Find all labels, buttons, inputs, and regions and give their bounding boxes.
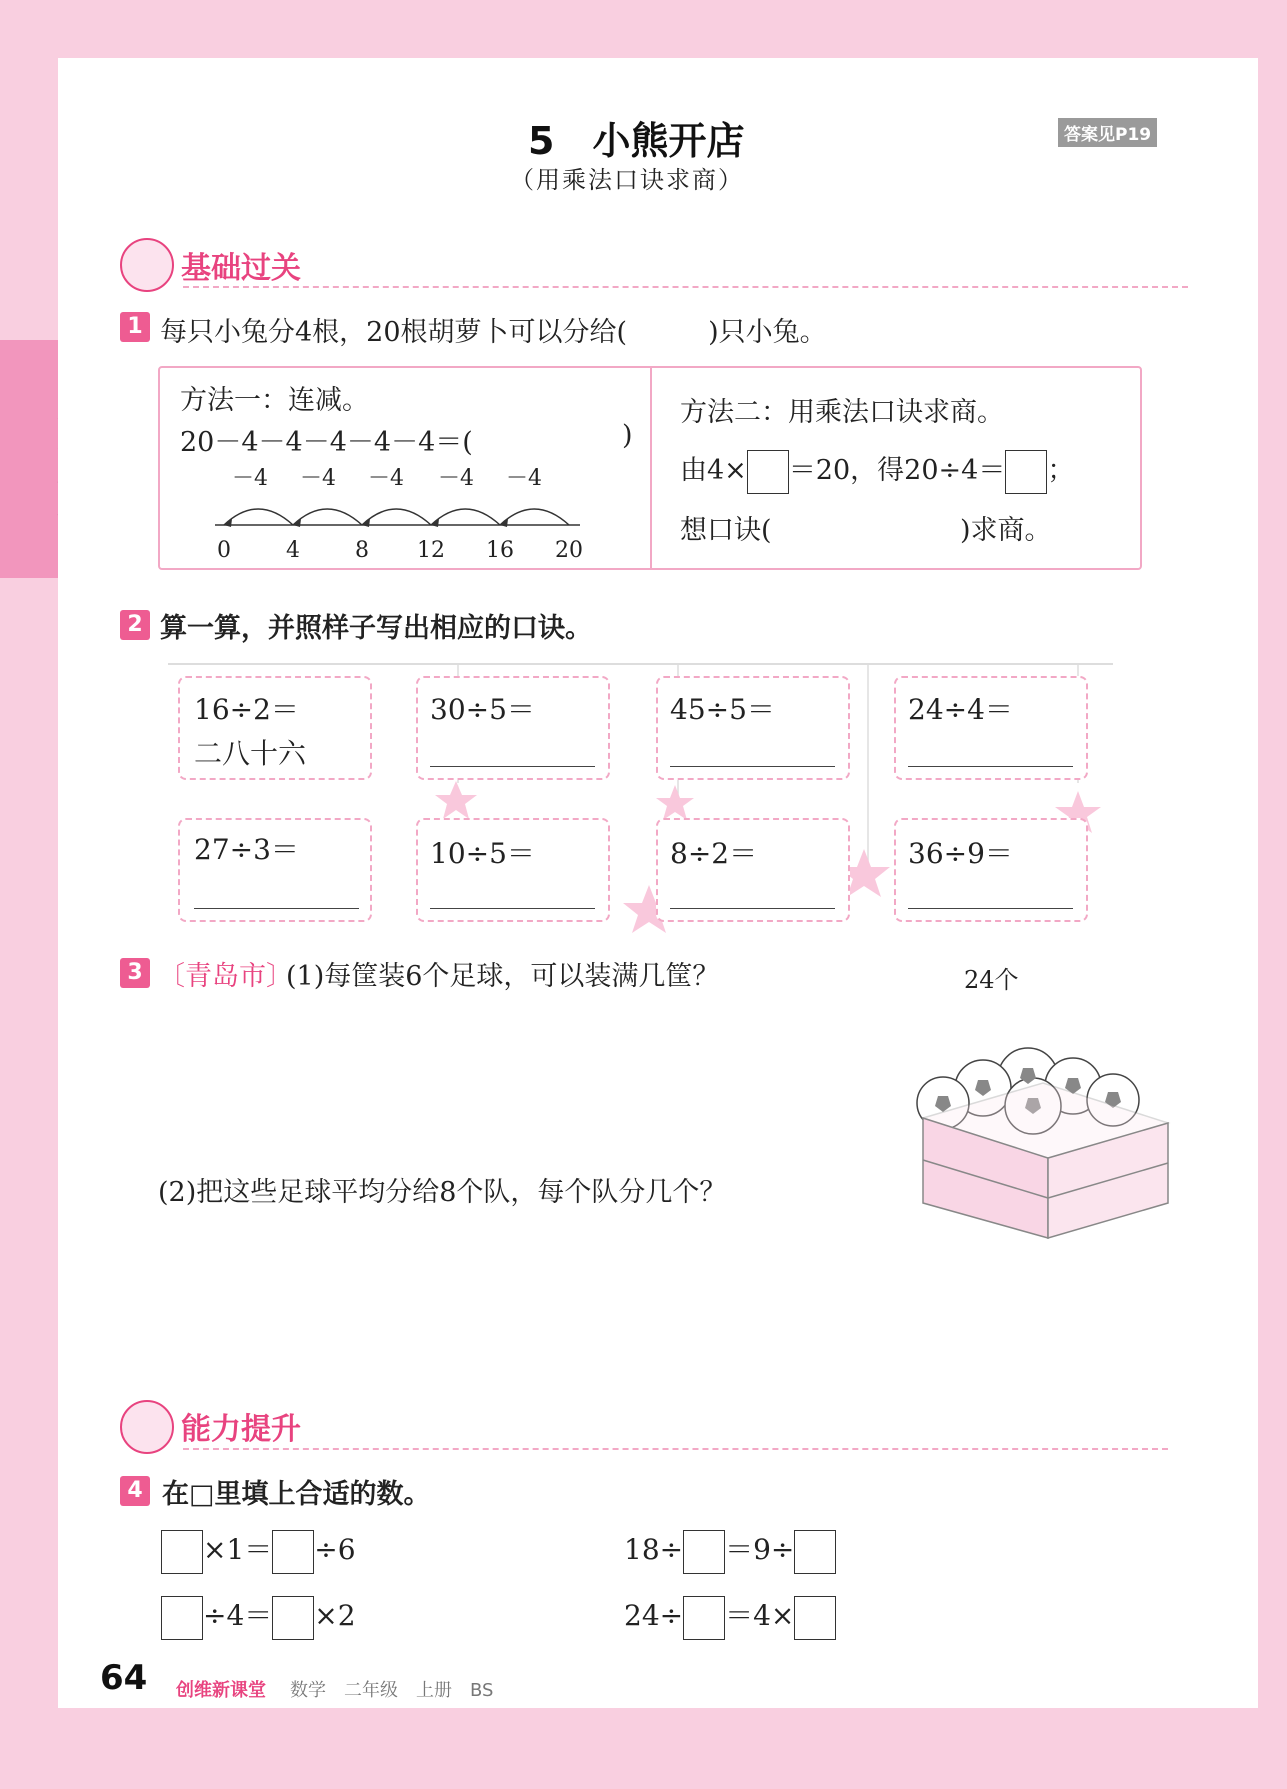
- crate-of-soccer-balls-illustration: [873, 988, 1173, 1248]
- card-expression: 30÷5＝: [430, 693, 535, 726]
- footer-brand: 创维新课堂: [176, 1680, 266, 1701]
- axis-tick-label: 16: [486, 538, 514, 563]
- answer-reference-badge: 答案见P19: [1058, 118, 1157, 147]
- division-card: [178, 818, 372, 922]
- answer-line[interactable]: [430, 766, 595, 767]
- section-divider: [183, 1448, 1168, 1450]
- method2-rhyme-open: 想口诀(: [680, 515, 772, 546]
- question-3-part1: (1)每筐装6个足球，可以装满几筐？: [286, 961, 720, 992]
- bear-mascot-icon: [120, 238, 174, 292]
- question-4-text: 在□里填上合适的数。: [162, 1479, 431, 1510]
- jump-label: －4: [232, 466, 268, 491]
- number-line-jumps: [160, 463, 650, 568]
- q1-methods-box: [158, 366, 1142, 570]
- jump-arc: [293, 509, 362, 525]
- footer-book-info: 数学 二年级 上册 BS: [290, 1680, 494, 1701]
- answer-box[interactable]: [683, 1596, 725, 1640]
- method1-title: 方法一：连减。: [180, 385, 369, 416]
- jump-arc: [431, 509, 500, 525]
- division-card: [416, 676, 610, 780]
- question-number-3: 3: [120, 958, 150, 988]
- bear-mascot-icon: [120, 1400, 174, 1454]
- axis-tick-label: 0: [217, 538, 231, 563]
- answer-box[interactable]: [272, 1596, 314, 1640]
- card-expression: 8÷2＝: [670, 837, 758, 870]
- answer-box[interactable]: [272, 1530, 314, 1574]
- question-number-4: 4: [120, 1476, 150, 1506]
- division-card: [894, 676, 1088, 780]
- axis-tick-label: 8: [355, 538, 369, 563]
- question-2-text: 算一算，并照样子写出相应的口诀。: [160, 613, 592, 644]
- page-title: 5 小熊开店: [528, 119, 745, 163]
- card-expression: 24÷4＝: [908, 693, 1013, 726]
- division-card: [178, 676, 372, 780]
- answer-line[interactable]: [430, 908, 595, 909]
- question-3-part2: (2)把这些足球平均分给8个队，每个队分几个？: [158, 1177, 727, 1208]
- card-expression: 45÷5＝: [670, 693, 775, 726]
- answer-box[interactable]: [161, 1530, 203, 1574]
- card-expression: 10÷5＝: [430, 837, 535, 870]
- answer-line[interactable]: [194, 908, 359, 909]
- axis-tick-label: 12: [417, 538, 445, 563]
- card-expression: 27÷3＝: [194, 833, 299, 866]
- method2-title: 方法二：用乘法口诀求商。: [680, 397, 1004, 428]
- method1-expression: 20－4－4－4－4－4＝(: [180, 427, 473, 458]
- jump-label: －4: [506, 466, 542, 491]
- method2-equation-row: [680, 448, 1074, 494]
- worksheet-page: [58, 58, 1258, 1708]
- answer-line[interactable]: [670, 908, 835, 909]
- answer-box[interactable]: [161, 1596, 203, 1640]
- question-number-1: 1: [120, 312, 150, 342]
- division-card: [656, 818, 850, 922]
- method2-text-c: ；: [1047, 455, 1075, 486]
- jump-label: －4: [300, 466, 336, 491]
- answer-box[interactable]: [683, 1530, 725, 1574]
- section-basic-title: 基础过关: [181, 251, 301, 286]
- star-icon: [435, 781, 477, 819]
- axis-tick-label: 4: [286, 538, 300, 563]
- ball-count-label: 24个: [964, 966, 1019, 994]
- question-number-2: 2: [120, 610, 150, 640]
- section-advanced-title: 能力提升: [181, 1412, 301, 1447]
- q4-equation-row1-left: ×1＝ ÷6: [161, 1528, 356, 1574]
- division-card: [416, 818, 610, 922]
- question-3-source-tag: 〔青岛市〕: [158, 961, 293, 992]
- answer-line[interactable]: [908, 908, 1073, 909]
- answer-box[interactable]: [794, 1596, 836, 1640]
- answer-line[interactable]: [670, 766, 835, 767]
- q4-equation-row2-left: ÷4＝ ×2: [161, 1594, 356, 1640]
- axis-tick-label: 20: [555, 538, 583, 563]
- jump-arc: [224, 509, 293, 525]
- answer-box[interactable]: [747, 450, 789, 494]
- method1-close-paren: ): [622, 420, 633, 451]
- page-subtitle: （用乘法口诀求商）: [510, 166, 744, 194]
- jump-arc: [500, 509, 569, 525]
- star-icon: [656, 785, 694, 820]
- division-card: [894, 818, 1088, 922]
- q4-equation-row1-right: 18÷ ＝9÷: [624, 1528, 836, 1574]
- answer-line[interactable]: [908, 766, 1073, 767]
- question-1-text: 每只小兔分4根，20根胡萝卜可以分给( )只小兔。: [160, 317, 827, 348]
- division-card: [656, 676, 850, 780]
- section-divider: [183, 286, 1188, 288]
- card-expression: 36÷9＝: [908, 837, 1013, 870]
- q4-equation-row2-right: 24÷ ＝4×: [624, 1594, 836, 1640]
- card-example-rhyme: 二八十六: [194, 737, 307, 770]
- method2-text-a: 由4×: [680, 455, 747, 486]
- method2-text-b: ＝20，得20÷4＝: [788, 455, 1006, 486]
- page-number: 64: [100, 1658, 148, 1698]
- answer-box[interactable]: [1005, 450, 1047, 494]
- answer-box[interactable]: [794, 1530, 836, 1574]
- jump-label: －4: [368, 466, 404, 491]
- method2-rhyme-close: )求商。: [960, 515, 1052, 546]
- jump-label: －4: [438, 466, 474, 491]
- card-expression: 16÷2＝: [194, 693, 299, 726]
- methods-divider: [650, 368, 652, 568]
- jump-arc: [362, 509, 431, 525]
